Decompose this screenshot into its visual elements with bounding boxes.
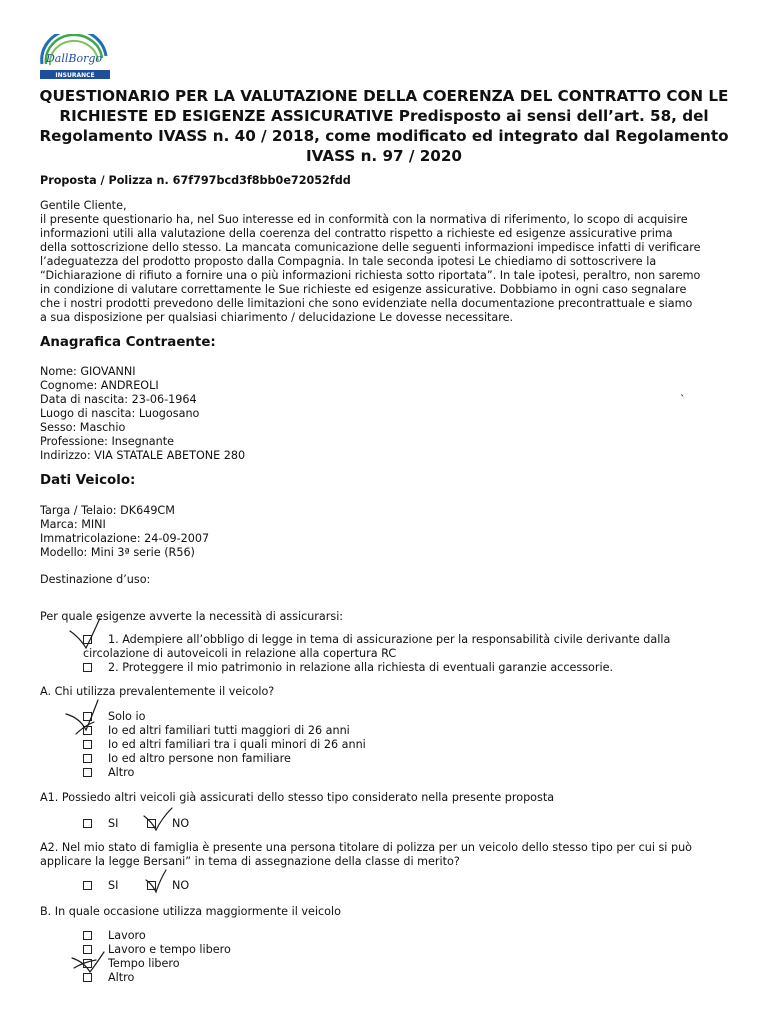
field-sesso: Sesso: Maschio	[40, 421, 126, 434]
option-a2-no: NO	[172, 879, 190, 892]
section-heading-veicolo: Dati Veicolo:	[40, 473, 136, 488]
logo-band-text: INSURANCE	[55, 72, 95, 80]
field-indirizzo: Indirizzo: VIA STATALE ABETONE 280	[40, 449, 246, 462]
option-a-5: Altro	[108, 766, 135, 779]
question-esigenze: Per quale esigenze avverte la necessità di assicurarsi:	[40, 610, 344, 623]
field-professione: Professione: Insegnante	[40, 435, 174, 448]
intro-line: che i nostri prodotti prevedono delle limitazioni che sono evidenziate nella documentazione precontrattuale e siamo	[40, 297, 693, 310]
intro-line: “Dichiarazione di rifiuto a fornire una o più informazioni richiesta sotto riportata”. In tale ipotesi, peraltro, non saremo	[40, 269, 701, 282]
option-a-3: Io ed altri familiari tra i quali minori di 26 anni	[108, 738, 366, 751]
intro-line: della sottoscrizione dello stesso. La mancata comunicazione delle seguenti informazioni impedisce infatti di verificare	[40, 241, 701, 254]
option-a1-si: SI	[108, 817, 119, 830]
intro-line: in condizione di valutare correttamente le Sue richieste ed esigenze assicurative. Dobbiamo in ogni caso segnalare	[40, 283, 687, 296]
option-b-1: Lavoro	[108, 929, 146, 942]
checkbox-a2-si[interactable]	[83, 881, 92, 890]
company-logo	[36, 34, 112, 80]
checkbox-a-5[interactable]	[83, 768, 92, 777]
checkbox-esigenze-1[interactable]	[83, 635, 92, 644]
option-a1-no: NO	[172, 817, 190, 830]
stray-mark: `	[680, 393, 686, 406]
field-destinazione: Destinazione d’uso:	[40, 573, 151, 586]
option-a-1: Solo io	[108, 710, 146, 723]
field-immatricolazione: Immatricolazione: 24-09-2007	[40, 532, 210, 545]
question-a2-line1: A2. Nel mio stato di famiglia è presente una persona titolare di polizza per un veicolo dello stesso tipo per cui si può	[40, 841, 693, 854]
checkbox-a-2[interactable]	[83, 726, 92, 735]
option-esigenze-1: 1. Adempiere all’obbligo di legge in tema di assicurazione per la responsabilità civile derivante dalla	[108, 633, 671, 646]
checkbox-b-2[interactable]	[83, 945, 92, 954]
intro-line: l’adeguatezza del prodotto proposto dalla Compagnia. In tale seconda ipotesi Le chiediamo di sottoscrivere la	[40, 255, 657, 268]
question-a1: A1. Possiedo altri veicoli già assicurati dello stesso tipo considerato nella presente proposta	[40, 791, 555, 804]
option-b-4: Altro	[108, 971, 135, 984]
intro-paragraph	[40, 199, 701, 325]
checkbox-b-1[interactable]	[83, 931, 92, 940]
intro-line: a sua disposizione per qualsiasi chiarimento / delucidazione Le dovesse necessitare.	[40, 311, 514, 324]
handwritten-check-a-1	[66, 700, 98, 730]
field-nome: Nome: GIOVANNI	[40, 365, 136, 378]
option-esigenze-1-cont: circolazione di autoveicoli in relazione alla copertura RC	[83, 647, 397, 660]
question-b: B. In quale occasione utilizza maggiormente il veicolo	[40, 905, 341, 918]
page-title: QUESTIONARIO PER LA VALUTAZIONE DELLA COERENZA DEL CONTRATTO CON LE RICHIESTE ED ESIGENZE ASSICURATIVE Predisposto ai sensi dell’art. 58, del Regolamento IVASS n. 40 / 2018, come modificato ed integrato dal Regolamento IVASS n. 97 / 2020	[39, 87, 729, 165]
option-b-2: Lavoro e tempo libero	[108, 943, 231, 956]
checkbox-b-3[interactable]	[83, 959, 92, 968]
question-a2-line2: applicare la legge Bersani” in tema di assegnazione della classe di merito?	[40, 855, 460, 868]
checkbox-b-4[interactable]	[83, 973, 92, 982]
intro-line: il presente questionario ha, nel Suo interesse ed in conformità con la normativa di riferimento, lo scopo di acquisire	[40, 213, 688, 226]
checkbox-a1-si[interactable]	[83, 819, 92, 828]
option-esigenze-2: 2. Proteggere il mio patrimonio in relazione alla richiesta di eventuali garanzie accessorie.	[108, 661, 614, 674]
field-luogo-nascita: Luogo di nascita: Luogosano	[40, 407, 200, 420]
checkbox-a1-no[interactable]	[147, 819, 156, 828]
option-a-4: Io ed altro persone non familiare	[108, 752, 291, 765]
field-marca: Marca: MINI	[40, 518, 106, 531]
option-a-2: Io ed altri familiari tutti maggiori di 26 anni	[108, 724, 350, 737]
intro-line: informazioni utili alla valutazione della coerenza del contratto rispetto a richieste ed esigenze assicurative prima	[40, 227, 673, 240]
policy-number: Proposta / Polizza n. 67f797bcd3f8bb0e72052fdd	[40, 174, 351, 187]
intro-greeting: Gentile Cliente,	[40, 199, 127, 212]
option-b-3: Tempo libero	[108, 957, 180, 970]
field-modello: Modello: Mini 3ª serie (R56)	[40, 546, 195, 559]
checkbox-esigenze-2[interactable]	[83, 663, 92, 672]
option-a2-si: SI	[108, 879, 119, 892]
question-a: A. Chi utilizza prevalentemente il veicolo?	[40, 685, 275, 698]
logo-script-text: DallBorgo	[45, 52, 103, 65]
field-cognome: Cognome: ANDREOLI	[40, 379, 159, 392]
checkbox-a-4[interactable]	[83, 754, 92, 763]
checkbox-a-1[interactable]	[83, 712, 92, 721]
checkbox-a-3[interactable]	[83, 740, 92, 749]
checkbox-a2-no[interactable]	[147, 881, 156, 890]
section-heading-anagrafica: Anagrafica Contraente:	[40, 335, 216, 350]
field-targa: Targa / Telaio: DK649CM	[40, 504, 175, 517]
field-data-nascita: Data di nascita: 23-06-1964	[40, 393, 197, 406]
